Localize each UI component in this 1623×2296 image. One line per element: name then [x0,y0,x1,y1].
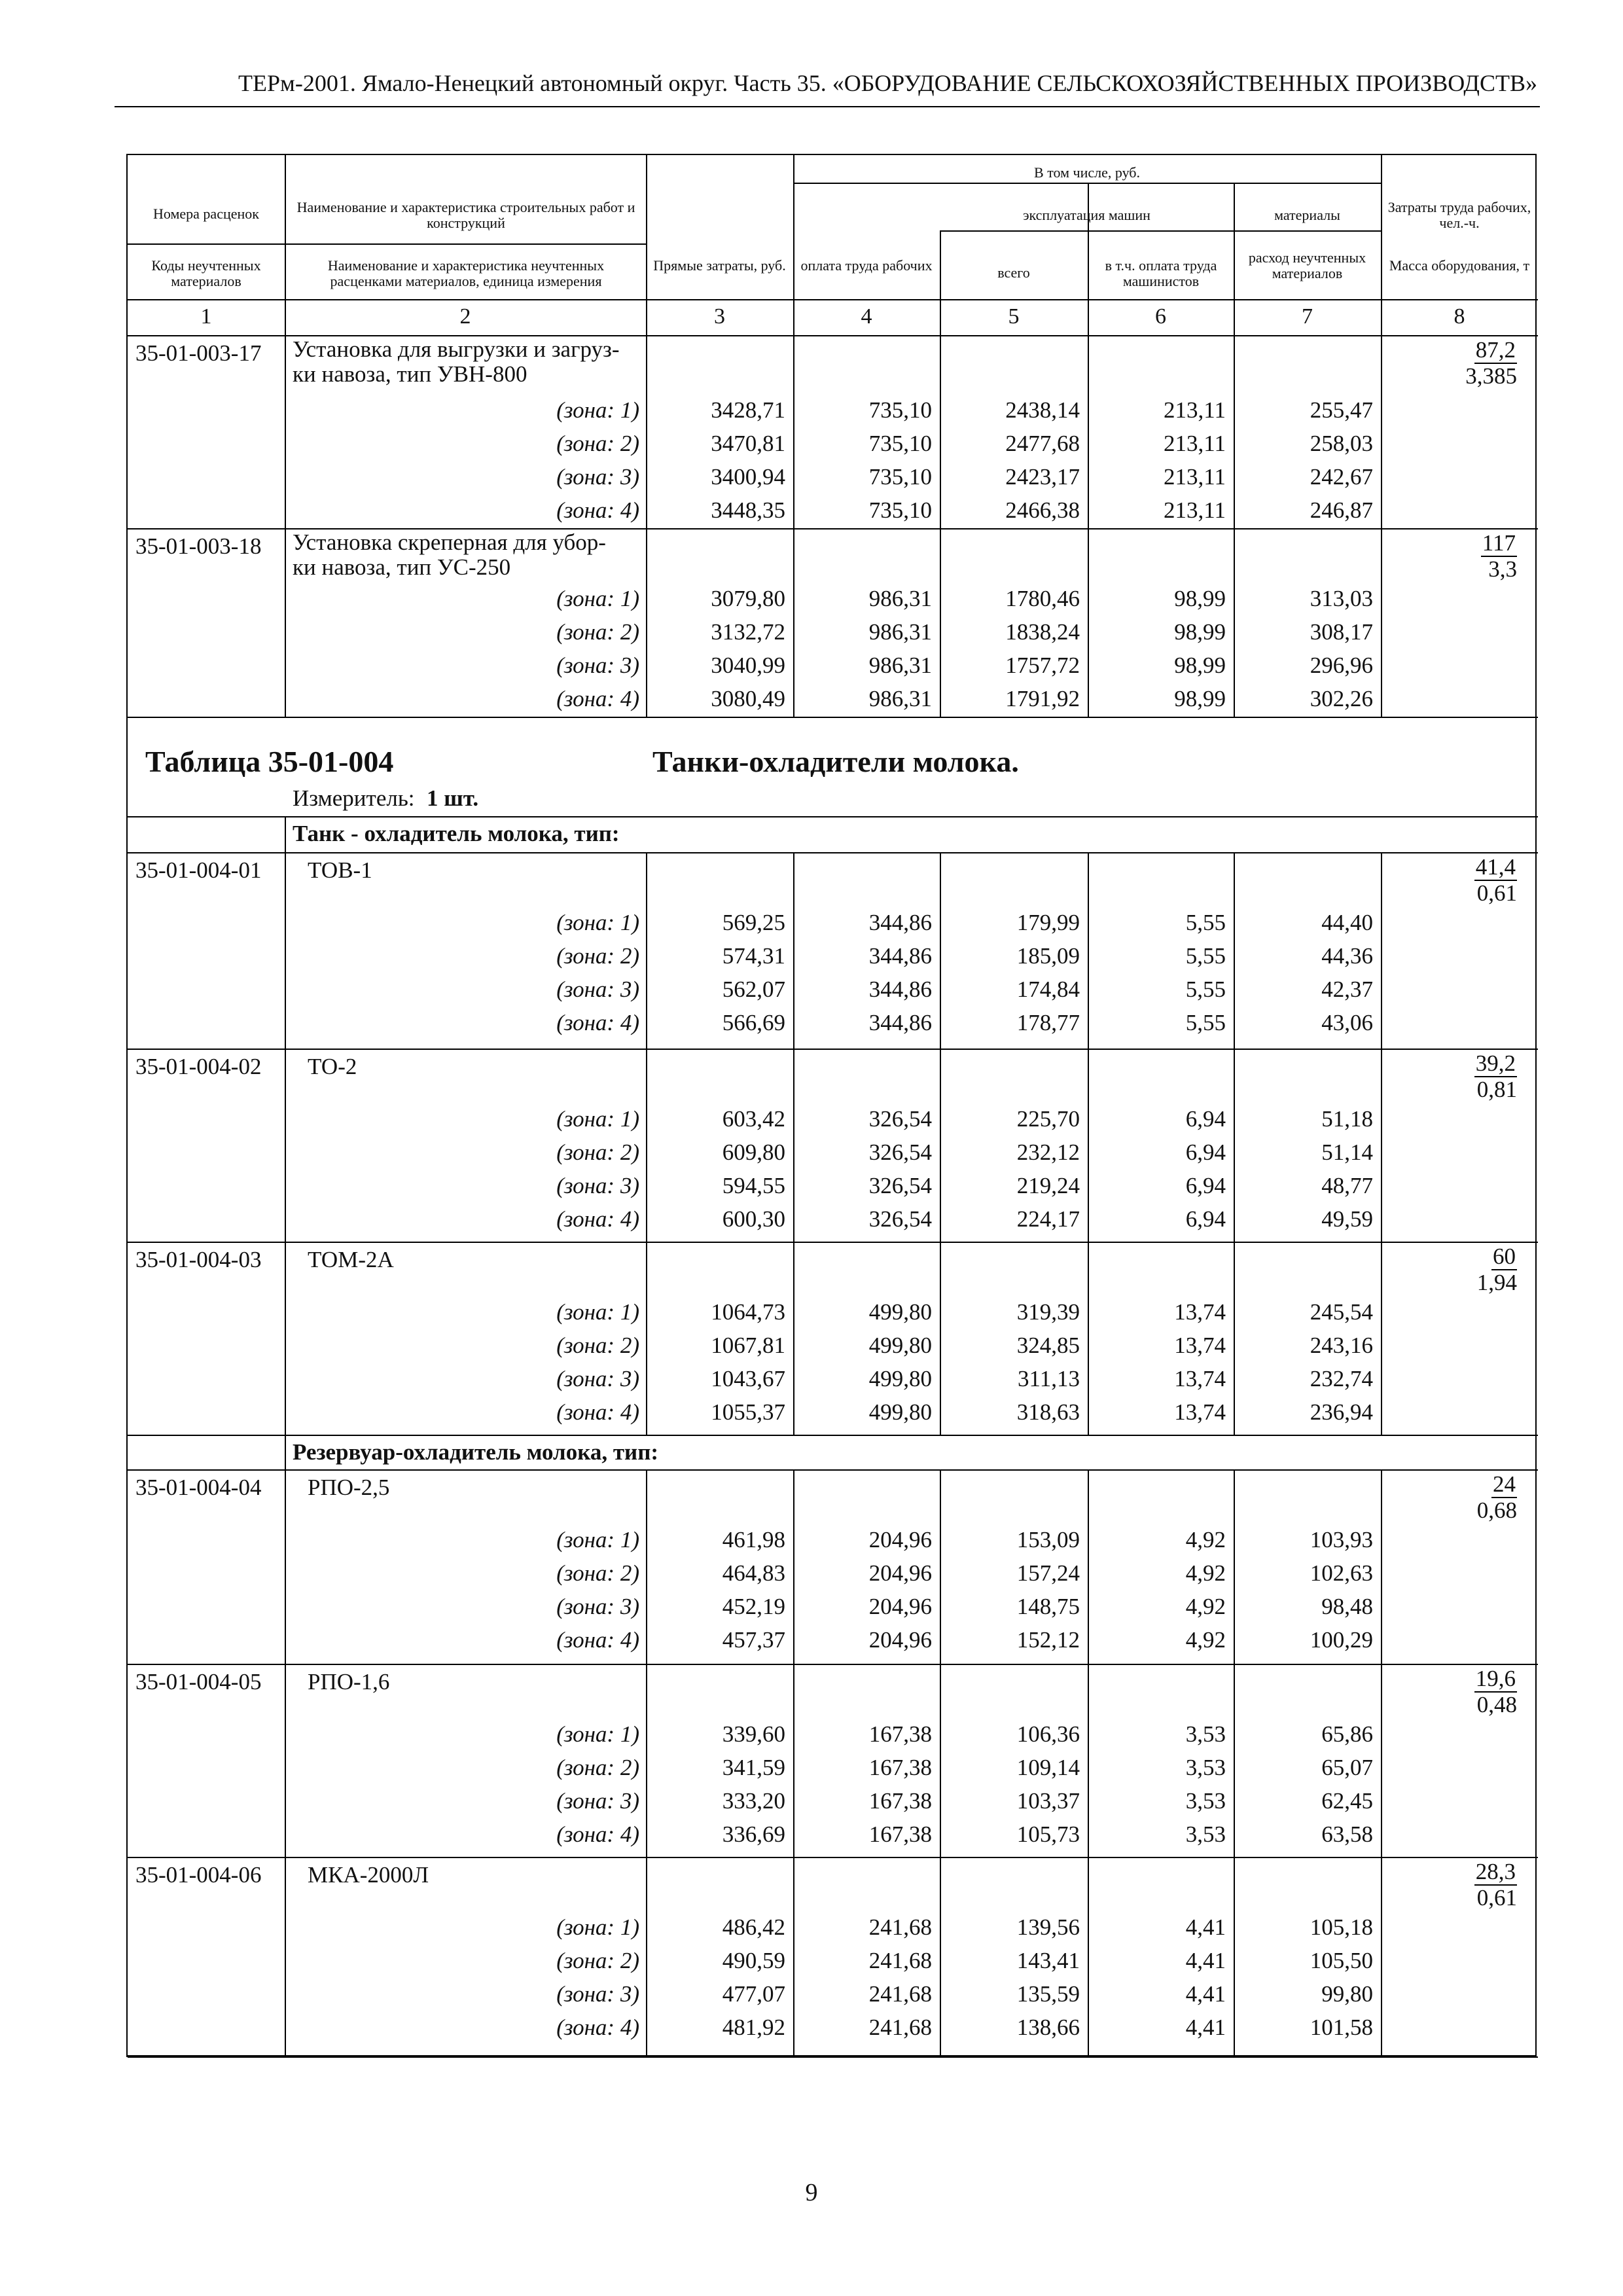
header-cell-direct-costs: Прямые затраты, руб. [653,257,786,274]
header-cell-rate-numbers: Номера расценок [153,206,259,222]
column-number: 7 [1302,304,1313,329]
labor-hours-value: 41,4 [1475,854,1516,880]
header-cell-labor-pay: оплата труда рабочих [800,257,933,274]
zone-label: (зона: 4) [556,1821,639,1847]
meter-label: Измеритель: [293,785,415,811]
work-name-line: ки навоза, тип УВН-800 [293,361,527,387]
value-cell: 167,38 [868,1821,932,1847]
column-number: 2 [459,304,471,329]
zone-label: (зона: 3) [556,653,639,678]
value-cell: 4,41 [1185,2015,1226,2040]
table-bottom-rule [126,2055,1537,2057]
grid-hline [128,1242,1538,1243]
value-cell: 2423,17 [1005,464,1080,490]
value-cell: 735,10 [868,464,932,490]
value-cell: 213,11 [1164,431,1226,456]
value-cell: 65,86 [1321,1721,1373,1747]
value-cell: 461,98 [722,1527,785,1552]
grid-hline [128,1049,1538,1050]
grid-vline [285,1435,286,1469]
page-number: 9 [805,2179,818,2206]
value-cell: 6,94 [1185,1206,1226,1232]
value-cell: 486,42 [722,1914,785,1940]
zone-label: (зона: 3) [556,977,639,1002]
grid-hline [128,717,1538,718]
value-cell: 326,54 [868,1206,932,1232]
value-cell: 1791,92 [1005,686,1080,711]
value-cell: 179,99 [1016,910,1080,935]
value-cell: 103,93 [1310,1527,1373,1552]
work-name: ТОВ-1 [308,857,372,883]
grid-vline [1381,852,1382,1049]
zone-label: (зона: 2) [556,1948,639,1973]
zone-label: (зона: 3) [556,464,639,490]
column-number: 6 [1155,304,1166,329]
value-cell: 5,55 [1185,910,1226,935]
value-cell: 339,60 [722,1721,785,1747]
value-cell: 481,92 [722,2015,785,2040]
value-cell: 313,03 [1310,586,1373,611]
zone-label: (зона: 4) [556,1627,639,1653]
zone-label: (зона: 2) [556,431,639,456]
value-cell: 452,19 [722,1594,785,1619]
equipment-mass-value: 0,61 [1476,1885,1517,1910]
labor-mass-fraction [1383,1859,1517,1910]
zone-label: (зона: 2) [556,943,639,969]
value-cell: 148,75 [1016,1594,1080,1619]
zone-label: (зона: 3) [556,1366,639,1391]
zone-label: (зона: 4) [556,1206,639,1232]
value-cell: 2466,38 [1005,497,1080,523]
value-cell: 225,70 [1016,1106,1080,1132]
value-cell: 5,55 [1185,977,1226,1002]
labor-mass-fraction [1383,1472,1517,1523]
zone-label: (зона: 1) [556,397,639,423]
zone-label: (зона: 1) [556,1299,639,1325]
value-cell: 204,96 [868,1527,932,1552]
grid-hline [940,230,1381,232]
value-cell: 735,10 [868,497,932,523]
header-cell-materials: материалы [1274,207,1340,223]
value-cell: 499,80 [868,1299,932,1325]
value-cell: 157,24 [1016,1560,1080,1586]
work-name: МКА-2000Л [308,1862,429,1888]
equipment-mass-value: 0,61 [1476,880,1517,906]
header-rule [115,106,1540,107]
zone-label: (зона: 3) [556,1594,639,1619]
grid-hline [128,1857,1538,1858]
header-cell-labor-hours: Затраты труда рабочих, чел.-ч. [1387,199,1531,231]
value-cell: 3132,72 [711,619,785,645]
value-cell: 178,77 [1016,1010,1080,1035]
value-cell: 562,07 [722,977,785,1002]
value-cell: 48,77 [1321,1173,1373,1198]
grid-hline [128,299,1538,300]
zone-label: (зона: 2) [556,1560,639,1586]
value-cell: 4,92 [1185,1594,1226,1619]
table-title: Танки-охладители молока. [652,745,1019,778]
value-cell: 236,94 [1310,1399,1373,1425]
value-cell: 242,67 [1310,464,1373,490]
column-number: 5 [1008,304,1020,329]
zone-label: (зона: 4) [556,2015,639,2040]
rate-code: 35-01-004-02 [135,1054,262,1079]
value-cell: 167,38 [868,1755,932,1780]
value-cell: 3,53 [1185,1788,1226,1814]
grid-hline [128,1664,1538,1665]
zone-label: (зона: 4) [556,1399,639,1425]
equipment-mass-value: 0,68 [1476,1498,1517,1523]
value-cell: 62,45 [1321,1788,1373,1814]
grid-vline [1381,1242,1382,1435]
grid-hline [793,183,1381,184]
value-cell: 594,55 [722,1173,785,1198]
value-cell: 241,68 [868,1914,932,1940]
work-name: ТО-2 [308,1054,357,1079]
value-cell: 1064,73 [711,1299,785,1325]
labor-hours-value: 24 [1493,1471,1516,1497]
value-cell: 5,55 [1185,943,1226,969]
value-cell: 1043,67 [711,1366,785,1391]
value-cell: 600,30 [722,1206,785,1232]
value-cell: 986,31 [868,686,932,711]
value-cell: 63,58 [1321,1821,1373,1847]
value-cell: 3040,99 [711,653,785,678]
column-number: 8 [1454,304,1465,329]
value-cell: 105,50 [1310,1948,1373,1973]
grid-vline [1381,1664,1382,1857]
value-cell: 3,53 [1185,1755,1226,1780]
zone-label: (зона: 4) [556,1010,639,1035]
value-cell: 1838,24 [1005,619,1080,645]
column-number: 4 [861,304,872,329]
header-cell-material-name: Наименование и характеристика неучтенных расценками материалов, единица измерения [327,257,605,289]
value-cell: 246,87 [1310,497,1373,523]
equipment-mass-value: 1,94 [1476,1270,1517,1295]
value-cell: 319,39 [1016,1299,1080,1325]
value-cell: 1780,46 [1005,586,1080,611]
value-cell: 326,54 [868,1139,932,1165]
value-cell: 42,37 [1321,977,1373,1002]
zone-label: (зона: 2) [556,1755,639,1780]
value-cell: 986,31 [868,586,932,611]
value-cell: 105,18 [1310,1914,1373,1940]
zone-label: (зона: 1) [556,1914,639,1940]
value-cell: 213,11 [1164,497,1226,523]
value-cell: 490,59 [722,1948,785,1973]
value-cell: 333,20 [722,1788,785,1814]
zone-label: (зона: 1) [556,586,639,611]
value-cell: 153,09 [1016,1527,1080,1552]
value-cell: 204,96 [868,1560,932,1586]
equipment-mass-value: 0,48 [1476,1692,1517,1717]
value-cell: 241,68 [868,1981,932,2007]
work-name-line: Установка скреперная для убор- [293,529,606,555]
value-cell: 99,80 [1321,1981,1373,2007]
value-cell: 204,96 [868,1594,932,1619]
value-cell: 6,94 [1185,1106,1226,1132]
value-cell: 2477,68 [1005,431,1080,456]
grid-hline [128,1469,1538,1471]
value-cell: 3448,35 [711,497,785,523]
labor-hours-value: 117 [1482,530,1516,556]
labor-hours-value: 39,2 [1475,1050,1516,1076]
value-cell: 232,12 [1016,1139,1080,1165]
value-cell: 258,03 [1310,431,1373,456]
value-cell: 167,38 [868,1788,932,1814]
value-cell: 5,55 [1185,1010,1226,1035]
value-cell: 336,69 [722,1821,785,1847]
price-table [126,154,1537,2056]
value-cell: 232,74 [1310,1366,1373,1391]
value-cell: 109,14 [1016,1755,1080,1780]
value-cell: 296,96 [1310,653,1373,678]
value-cell: 735,10 [868,431,932,456]
value-cell: 102,63 [1310,1560,1373,1586]
value-cell: 986,31 [868,619,932,645]
rate-code: 35-01-004-01 [135,857,262,883]
value-cell: 308,17 [1310,619,1373,645]
value-cell: 3079,80 [711,586,785,611]
value-cell: 139,56 [1016,1914,1080,1940]
value-cell: 324,85 [1016,1333,1080,1358]
value-cell: 13,74 [1174,1299,1226,1325]
value-cell: 13,74 [1174,1399,1226,1425]
value-cell: 4,41 [1185,1948,1226,1973]
value-cell: 4,41 [1185,1981,1226,2007]
value-cell: 499,80 [868,1333,932,1358]
value-cell: 2438,14 [1005,397,1080,423]
value-cell: 245,54 [1310,1299,1373,1325]
value-cell: 326,54 [868,1173,932,1198]
value-cell: 213,11 [1164,397,1226,423]
value-cell: 1067,81 [711,1333,785,1358]
header-cell-machinist-pay: в т.ч. оплата труда машинистов [1105,257,1217,289]
value-cell: 735,10 [868,397,932,423]
value-cell: 499,80 [868,1366,932,1391]
header-cell-material-codes: Коды неучтенных материалов [151,257,261,289]
value-cell: 51,14 [1321,1139,1373,1165]
value-cell: 3,53 [1185,1821,1226,1847]
labor-hours-value: 60 [1493,1244,1516,1269]
value-cell: 174,84 [1016,977,1080,1002]
value-cell: 103,37 [1016,1788,1080,1814]
header-cell-equipment-mass: Масса оборудования, т [1389,257,1530,274]
value-cell: 152,12 [1016,1627,1080,1653]
grid-hline [128,816,1538,817]
value-cell: 51,18 [1321,1106,1373,1132]
value-cell: 311,13 [1018,1366,1080,1391]
value-cell: 243,16 [1310,1333,1373,1358]
value-cell: 4,92 [1185,1627,1226,1653]
value-cell: 344,86 [868,910,932,935]
grid-vline [1381,1049,1382,1242]
rate-code: 35-01-004-03 [135,1247,262,1272]
value-cell: 98,99 [1174,619,1226,645]
rate-code: 35-01-003-17 [135,340,262,366]
value-cell: 566,69 [722,1010,785,1035]
grid-vline [285,816,286,852]
value-cell: 499,80 [868,1399,932,1425]
work-name: РПО-1,6 [308,1669,390,1695]
value-cell: 65,07 [1321,1755,1373,1780]
grid-vline [1381,528,1382,717]
value-cell: 138,66 [1016,2015,1080,2040]
value-cell: 477,07 [722,1981,785,2007]
value-cell: 569,25 [722,910,785,935]
value-cell: 1757,72 [1005,653,1080,678]
grid-vline [1381,1857,1382,2056]
grid-hline [128,852,1538,853]
value-cell: 213,11 [1164,464,1226,490]
labor-mass-fraction [1383,338,1517,389]
value-cell: 101,58 [1310,2015,1373,2040]
grid-hline [128,1435,1538,1436]
zone-label: (зона: 2) [556,1139,639,1165]
value-cell: 105,73 [1016,1821,1080,1847]
zone-label: (зона: 1) [556,1527,639,1552]
value-cell: 219,24 [1016,1173,1080,1198]
value-cell: 4,92 [1185,1560,1226,1586]
value-cell: 3428,71 [711,397,785,423]
zone-label: (зона: 3) [556,1788,639,1814]
value-cell: 98,99 [1174,686,1226,711]
labor-mass-fraction [1383,531,1517,582]
zone-label: (зона: 1) [556,1106,639,1132]
value-cell: 609,80 [722,1139,785,1165]
value-cell: 13,74 [1174,1333,1226,1358]
value-cell: 204,96 [868,1627,932,1653]
value-cell: 326,54 [868,1106,932,1132]
value-cell: 344,86 [868,977,932,1002]
labor-mass-fraction [1383,1666,1517,1717]
value-cell: 43,06 [1321,1010,1373,1035]
value-cell: 98,48 [1321,1594,1373,1619]
zone-label: (зона: 2) [556,619,639,645]
value-cell: 6,94 [1185,1173,1226,1198]
value-cell: 3,53 [1185,1721,1226,1747]
value-cell: 167,38 [868,1721,932,1747]
page-header: ТЕРм-2001. Ямало-Ненецкий автономный округ. Часть 35. «ОБОРУДОВАНИЕ СЕЛЬСКОХОЗЯЙСТВЕННЫХ ПРОИЗВОДСТВ» [238,70,1537,96]
labor-mass-fraction [1383,855,1517,906]
labor-hours-value: 28,3 [1475,1859,1516,1884]
value-cell: 44,36 [1321,943,1373,969]
work-name: ТОМ-2А [308,1247,394,1272]
equipment-mass-value: 0,81 [1476,1077,1517,1102]
labor-hours-value: 87,2 [1475,337,1516,363]
value-cell: 185,09 [1016,943,1080,969]
rate-code: 35-01-003-18 [135,533,262,559]
value-cell: 3080,49 [711,686,785,711]
table-number: Таблица 35-01-004 [145,745,394,778]
grid-vline [1381,1469,1382,1664]
value-cell: 49,59 [1321,1206,1373,1232]
equipment-mass-value: 3,3 [1488,556,1517,582]
labor-mass-fraction [1383,1244,1517,1295]
labor-hours-value: 19,6 [1475,1666,1516,1691]
zone-label: (зона: 3) [556,1981,639,2007]
work-name-line: ки навоза, тип УС-250 [293,554,511,580]
value-cell: 302,26 [1310,686,1373,711]
value-cell: 344,86 [868,943,932,969]
value-cell: 6,94 [1185,1139,1226,1165]
header-cell-machine-total: всего [997,264,1030,281]
group-title-reservoirs: Резервуар-охладитель молока, тип: [293,1439,659,1465]
value-cell: 1055,37 [711,1399,785,1425]
group-title-tanks: Танк - охладитель молока, тип: [293,821,620,846]
rate-code: 35-01-004-04 [135,1475,262,1500]
zone-label: (зона: 1) [556,1721,639,1747]
value-cell: 4,92 [1185,1527,1226,1552]
value-cell: 44,40 [1321,910,1373,935]
value-cell: 135,59 [1016,1981,1080,2007]
value-cell: 224,17 [1016,1206,1080,1232]
value-cell: 464,83 [722,1560,785,1586]
value-cell: 4,41 [1185,1914,1226,1940]
rate-code: 35-01-004-05 [135,1669,262,1695]
meter-value: 1 шт. [427,785,479,811]
value-cell: 318,63 [1016,1399,1080,1425]
value-cell: 3470,81 [711,431,785,456]
value-cell: 341,59 [722,1755,785,1780]
value-cell: 98,99 [1174,653,1226,678]
value-cell: 241,68 [868,1948,932,1973]
value-cell: 3400,94 [711,464,785,490]
value-cell: 100,29 [1310,1627,1373,1653]
rate-code: 35-01-004-06 [135,1862,262,1888]
value-cell: 603,42 [722,1106,785,1132]
value-cell: 255,47 [1310,397,1373,423]
equipment-mass-value: 3,385 [1465,363,1517,389]
value-cell: 98,99 [1174,586,1226,611]
value-cell: 574,31 [722,943,785,969]
value-cell: 986,31 [868,653,932,678]
value-cell: 344,86 [868,1010,932,1035]
value-cell: 143,41 [1016,1948,1080,1973]
zone-label: (зона: 3) [556,1173,639,1198]
zone-label: (зона: 1) [556,910,639,935]
labor-mass-fraction [1383,1051,1517,1102]
column-number: 1 [200,304,212,329]
header-cell-machine-operation: эксплуатация машин [1023,207,1150,223]
column-number: 3 [714,304,725,329]
value-cell: 241,68 [868,2015,932,2040]
zone-label: (зона: 4) [556,497,639,523]
work-name: РПО-2,5 [308,1475,390,1500]
header-cell-unaccounted-materials: расход неучтенных материалов [1248,249,1366,281]
header-cell-work-name: Наименование и характеристика строительных работ и конструкций [296,199,635,231]
value-cell: 13,74 [1174,1366,1226,1391]
zone-label: (зона: 2) [556,1333,639,1358]
value-cell: 457,37 [722,1627,785,1653]
value-cell: 106,36 [1016,1721,1080,1747]
grid-vline [1381,335,1382,528]
grid-hline [128,243,646,245]
header-cell-including: В том числе, руб. [1034,164,1140,181]
work-name-line: Установка для выгрузки и загруз- [293,336,620,362]
zone-label: (зона: 4) [556,686,639,711]
